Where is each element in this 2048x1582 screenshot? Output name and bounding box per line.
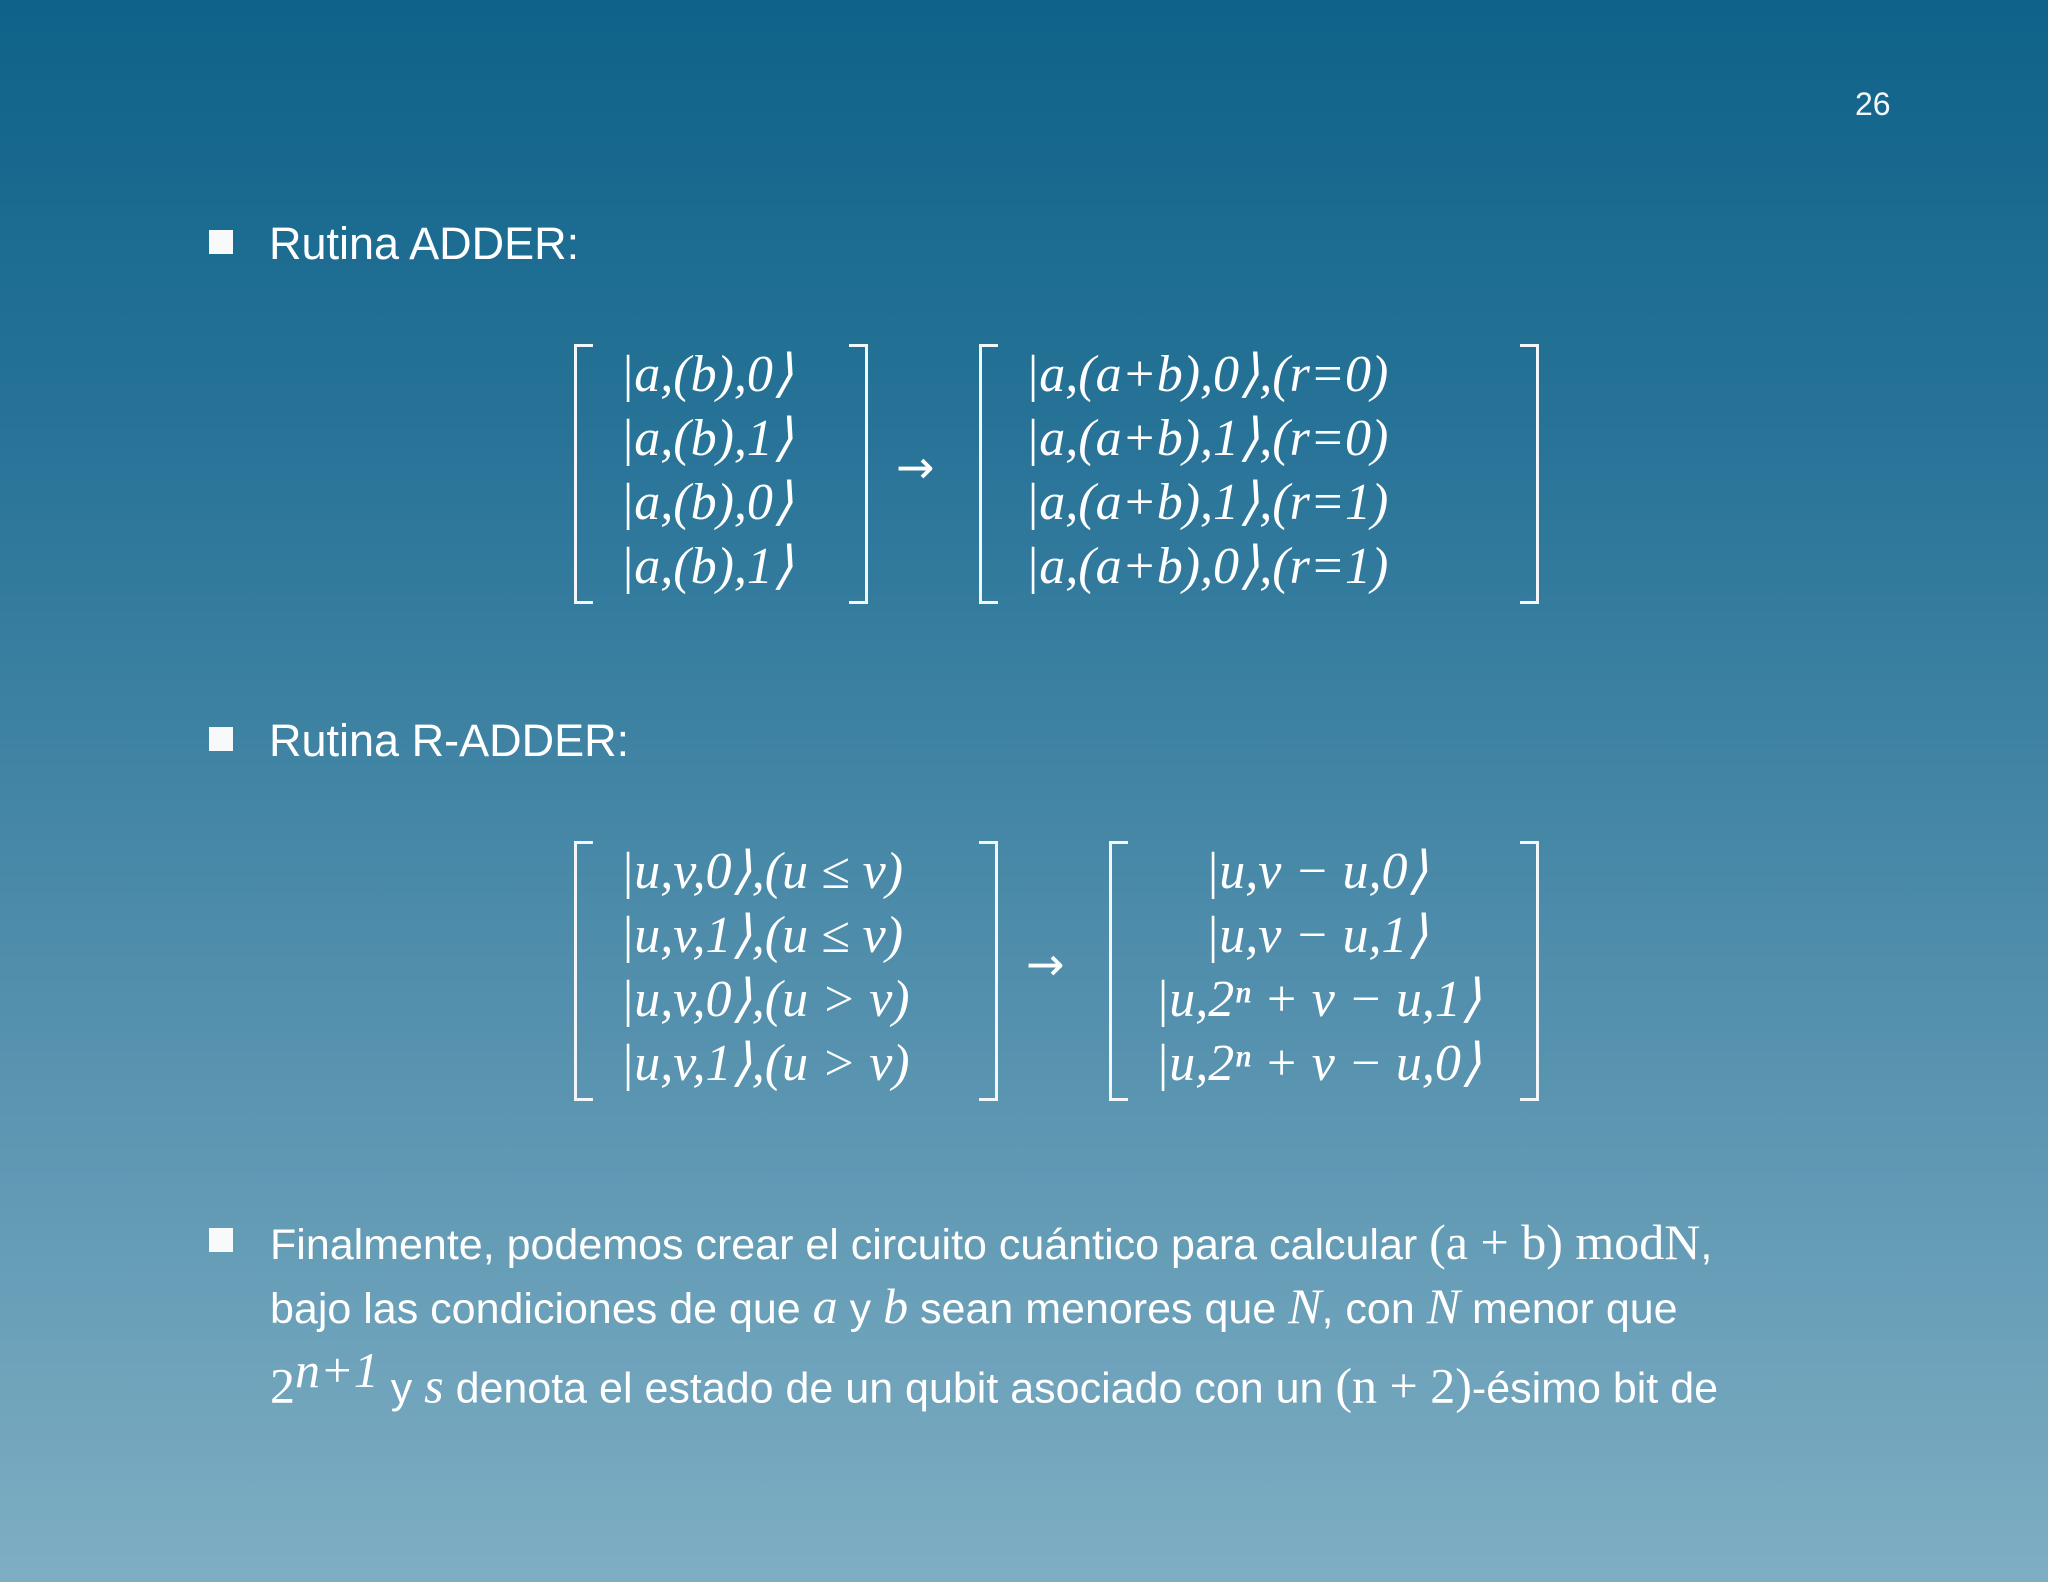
final-text: y (837, 1285, 884, 1333)
final-text: denota el estado de un qubit asociado con un (443, 1364, 1336, 1413)
inline-math: (n + 2) (1335, 1357, 1472, 1414)
radder-right-row: |u,v − u,0⟩ (1205, 843, 1428, 900)
var-a: a (812, 1278, 838, 1334)
final-line-3 (270, 1338, 1850, 1414)
radder-right-row: |u,2ⁿ + v − u,0⟩ (1155, 1035, 1482, 1092)
var-N: N (1288, 1278, 1322, 1334)
radder-left-row: |u,v,1⟩,(u > v) (620, 1035, 910, 1092)
adder-left-row: |a,(b),1⟩ (620, 538, 794, 595)
radder-right-row: |u,2ⁿ + v − u,1⟩ (1155, 971, 1482, 1028)
final-text: y (378, 1364, 425, 1413)
adder-bullet (209, 216, 579, 272)
radder-left-row: |u,v,0⟩,(u ≤ v) (620, 843, 904, 900)
radder-left-row: |u,v,1⟩,(u ≤ v) (620, 907, 904, 964)
adder-right-row: |a,(a+b),1⟩,(r=1) (1025, 474, 1389, 531)
final-line-2 (270, 1274, 1850, 1338)
adder-right-bracket-close (1520, 344, 1539, 604)
adder-right-row: |a,(a+b),1⟩,(r=0) (1025, 410, 1389, 467)
final-line-1 (270, 1210, 1850, 1274)
power-base: 2 (270, 1357, 295, 1414)
final-text: , con (1321, 1285, 1427, 1333)
radder-arrow-icon: → (1026, 937, 1065, 991)
final-text: Finalmente, podemos crear el circuito cuántico para calcular (270, 1221, 1430, 1269)
adder-left-bracket-open (574, 344, 593, 604)
final-text: , (1700, 1221, 1713, 1269)
radder-right-row: |u,v − u,1⟩ (1205, 907, 1428, 964)
adder-left-row: |a,(b),1⟩ (620, 410, 794, 467)
bullet-square-icon (209, 1228, 233, 1252)
adder-right-bracket-open (979, 344, 998, 604)
adder-right-row: |a,(a+b),0⟩,(r=1) (1025, 538, 1389, 595)
adder-title: Rutina ADDER: (269, 218, 580, 269)
final-paragraph (270, 1210, 1850, 1414)
bullet-square-icon (209, 727, 233, 751)
page-number: 26 (1855, 86, 1891, 122)
var-s: s (424, 1357, 444, 1414)
bullet-square-icon (209, 230, 233, 254)
radder-right-bracket-open (1109, 841, 1128, 1101)
radder-bullet (209, 713, 629, 769)
adder-arrow-icon: → (896, 440, 935, 494)
radder-left-row: |u,v,0⟩,(u > v) (620, 971, 910, 1028)
final-text: -ésimo bit de (1471, 1364, 1719, 1413)
var-b: b (883, 1278, 909, 1334)
final-text: bajo las condiciones de que (270, 1285, 813, 1333)
radder-left-bracket-open (574, 841, 593, 1101)
adder-left-bracket-close (849, 344, 868, 604)
inline-math: (a + b) modN (1429, 1214, 1701, 1270)
adder-right-row: |a,(a+b),0⟩,(r=0) (1025, 346, 1389, 403)
final-text: sean menores que (908, 1285, 1289, 1333)
radder-right-bracket-close (1520, 841, 1539, 1101)
adder-left-row: |a,(b),0⟩ (620, 474, 794, 531)
radder-title: Rutina R-ADDER: (269, 715, 630, 766)
adder-left-row: |a,(b),0⟩ (620, 346, 794, 403)
final-text: menor que (1460, 1285, 1678, 1333)
var-N: N (1426, 1278, 1461, 1334)
radder-left-bracket-close (979, 841, 998, 1101)
power-exponent: n+1 (295, 1342, 379, 1398)
